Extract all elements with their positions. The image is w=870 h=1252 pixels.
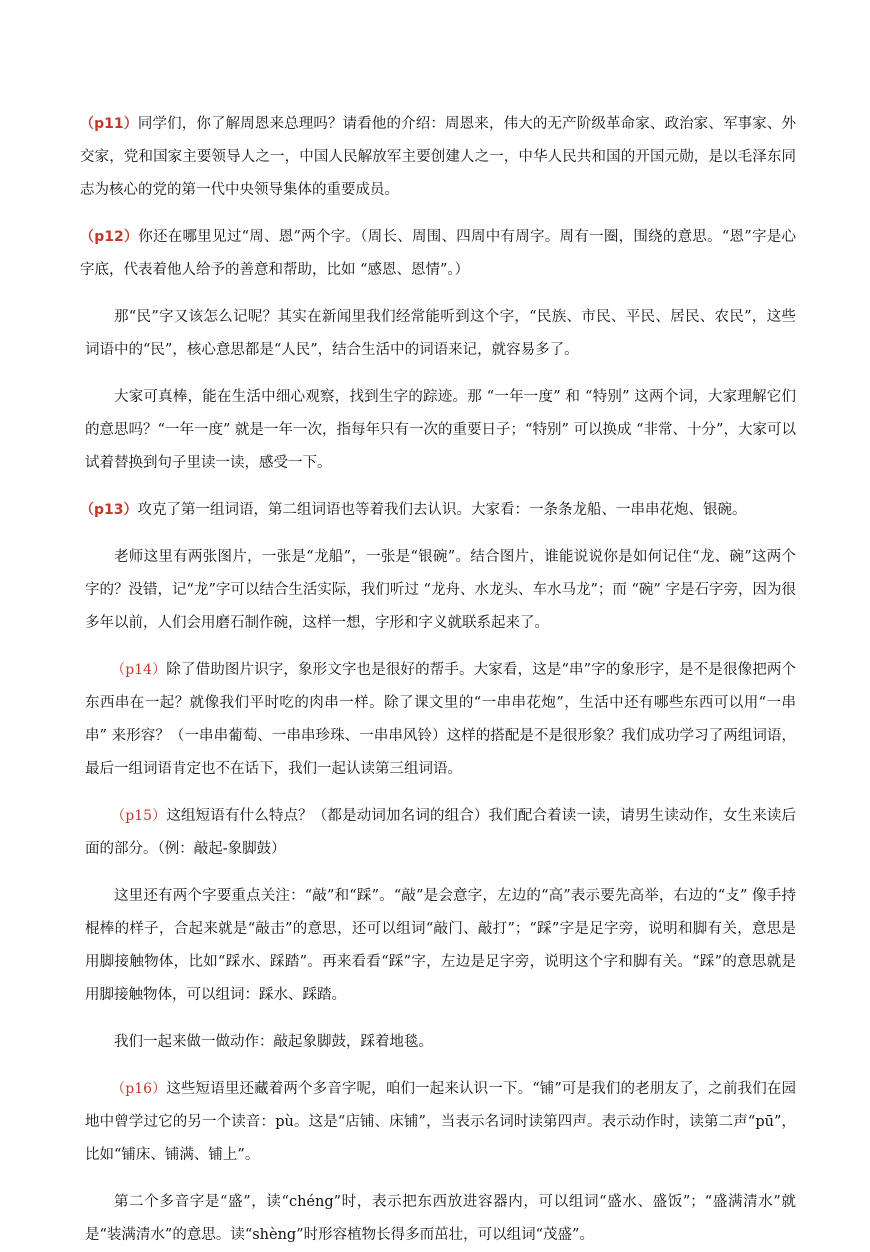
paragraph-text: 那“民”字又该怎么记呢？其实在新闻里我们经常能听到这个字，“民族、市民、平民、居民、农民”，这些词语中的“民”，核心意思都是“人民”，结合生活中的词语来记，就容易多了。 [85,309,796,358]
paragraph-p13 [80,494,796,527]
paragraph-text: 你还在哪里见过“周、恩”两个字。（周长、周围、四周中有周字。周有一圈，围绕的意思。“恩”字是心字底，代表着他人给予的善意和帮助，比如 “感恩、恩情”。） [80,229,796,278]
paragraph-text: 大家可真棒，能在生活中细心观察，找到生字的踪迹。那 “一年一度” 和 “特别” 这两个词，大家理解它们的意思吗？“一年一度” 就是一年一次，指每年只有一次的重要日子；“特别” 可以换成 “非常、十分”，大家可以试着替换到句子里读一读，感受一下。 [85,389,796,471]
paragraph-p11 [80,108,796,207]
paragraph-text: 老师这里有两张图片，一张是“龙船”，一张是“银碗”。结合图片，谁能说说你是如何记住“龙、碗”这两个字的？没错，记“龙”字可以结合生活实际，我们听过 “龙舟、水龙头、车水马龙”；而 “碗” 字是石字旁，因为很多年以前，人们会用磨石制作碗，这样一想，字形和字义就联系起来了。 [85,549,796,631]
page-tag-p11: （p11） [80,116,138,132]
paragraph-p16 [85,1073,796,1172]
paragraph-text: 第二个多音字是“盛”，读“chéng”时，表示把东西放进容器内，可以组词“盛水、盛饭”；“盛满清水”就是“装满清水”的意思。读“shèng”时形容植物长得多而茁壮，可以组词“茂盛”。 [85,1194,796,1243]
paragraph-text: 同学们，你了解周恩来总理吗？请看他的介绍：周恩来，伟大的无产阶级革命家、政治家、军事家、外交家，党和国家主要领导人之一，中国人民解放军主要创建人之一，中华人民共和国的开国元勋，是以毛泽东同志为核心的党的第一代中央领导集体的重要成员。 [80,116,796,198]
paragraph-qiao-cai [85,880,796,1012]
paragraph-words [85,381,796,480]
paragraph-text: 这些短语里还藏着两个多音字呢，咱们一起来认识一下。“铺”可是我们的老朋友了，之前我们在园地中曾学过它的另一个读音：pù。这是“店铺、床铺”，当表示名词时读第四声。表示动作时，读第二声“pū”，比如“铺床、铺满、铺上”。 [85,1081,796,1163]
paragraph-min [85,301,796,367]
paragraph-p15 [85,800,796,866]
paragraph-text: 我们一起来做一做动作：敲起象脚鼓，踩着地毯。 [114,1034,433,1050]
page-tag-p15: （p15） [111,808,167,824]
paragraph-p14 [85,654,796,786]
page-tag-p14: （p14） [111,662,167,678]
page-tag-p16: （p16） [111,1081,167,1097]
paragraph-actions [85,1026,796,1059]
paragraph-pictures [85,541,796,640]
paragraph-p12 [80,221,796,287]
paragraph-text: 除了借助图片识字，象形文字也是很好的帮手。大家看，这是“串”字的象形字，是不是很像把两个东西串在一起？就像我们平时吃的肉串一样。除了课文里的“一串串花炮”，生活中还有哪些东西可以用“一串串” 来形容？（一串串葡萄、一串串珍珠、一串串风铃）这样的搭配是不是很形象？我们成功学习了两组词语，最后一组词语肯定也不在话下，我们一起认读第三组词语。 [85,662,796,777]
page-tag-p13: （p13） [80,502,138,518]
paragraph-text: 攻克了第一组词语，第二组词语也等着我们去认识。大家看：一条条龙船、一串串花炮、银碗。 [137,502,747,518]
page-tag-p12: （p12） [80,229,139,245]
paragraph-text: 这组短语有什么特点？（都是动词加名词的组合）我们配合着读一读，请男生读动作，女生来读后面的部分。（例：敲起-象脚鼓） [85,808,796,857]
paragraph-sheng [85,1186,796,1252]
paragraph-text: 这里还有两个字要重点关注：“敲”和“踩”。“敲”是会意字，左边的“高”表示要先高举，右边的“攴” 像手持棍棒的样子，合起来就是“敲击”的意思，还可以组词“敲门、敲打”；“踩”字是足字旁，说明和脚有关，意思是用脚接触物体，比如“踩水、踩踏”。再来看看“踩”字，左边是足字旁，说明这个字和脚有关。“踩”的意思就是用脚接触物体，可以组词：踩水、踩踏。 [85,888,796,1003]
